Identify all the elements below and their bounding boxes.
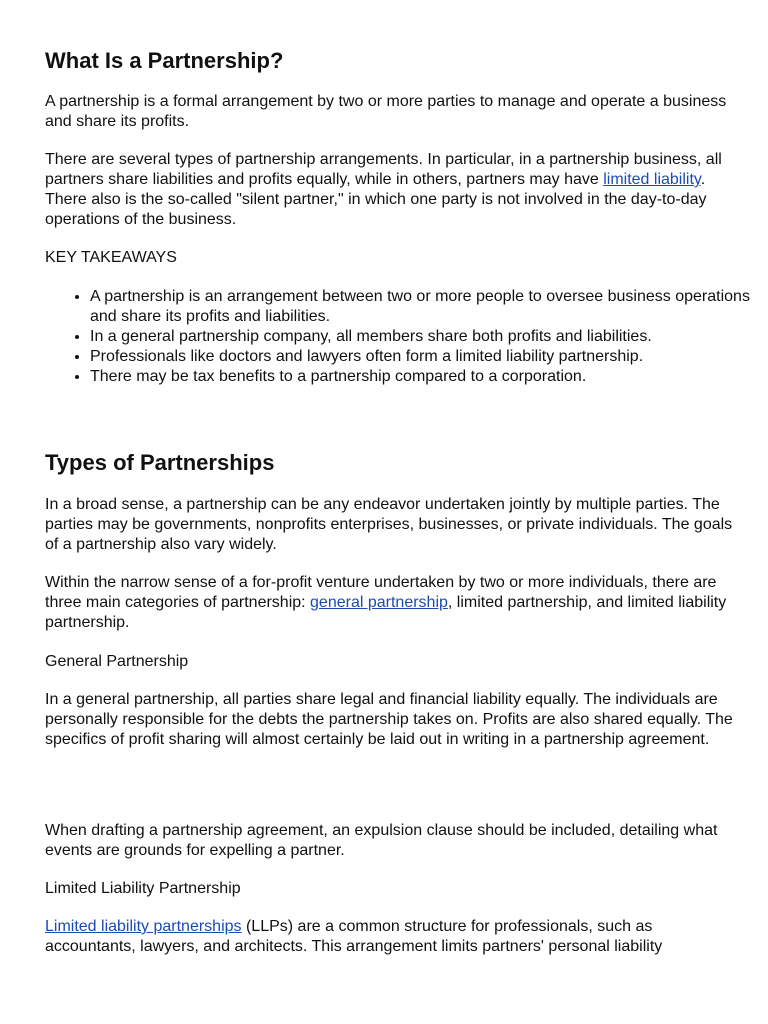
- narrow-sense-paragraph: [45, 573, 735, 633]
- list-item: • A partnership is an arrangement between two or more people to oversee business operations and share its profits and liabilities.: [90, 287, 768, 327]
- general-partnership-paragraph: In a general partnership, all parties share legal and financial liability equally. The individuals are personally responsible for the debts the partnership takes on. Profits are also shared equally. The specifics of profit sharing will almost certainly be laid out in writing in a partnership agreement.: [45, 691, 733, 748]
- takeaways-list: [45, 287, 768, 387]
- types-paragraph: [45, 150, 735, 230]
- heading-types-of-partnerships: Types of Partnerships: [45, 450, 275, 475]
- llp-paragraph: [45, 917, 735, 957]
- key-takeaways-label: KEY TAKEAWAYS: [45, 249, 177, 266]
- list-item: • There may be tax benefits to a partnership compared to a corporation.: [90, 367, 768, 387]
- llp-text-after-link: (LLPs) are a common structure for professionals, such as accountants, lawyers, and architects. This arrangement limits partners' personal liability: [45, 918, 663, 955]
- limited-liability-link[interactable]: limited liability: [603, 171, 701, 188]
- llp-label: Limited Liability Partnership: [45, 880, 241, 897]
- limited-liability-partnerships-link[interactable]: Limited liability partnerships: [45, 918, 242, 935]
- heading-what-is-partnership: What Is a Partnership?: [45, 48, 284, 73]
- narrow-text-before-link: Within the narrow sense of a for-profit venture undertaken by two or more individuals, there are three main categories of partnership:: [45, 574, 717, 611]
- types-text-after-link: . There also is the so-called "silent partner," in which one party is not involved in the day-to-day operations of the business.: [45, 171, 707, 228]
- intro-paragraph: A partnership is a formal arrangement by two or more parties to manage and operate a business and share its profits.: [45, 93, 727, 130]
- general-partnership-link[interactable]: general partnership: [310, 594, 448, 611]
- list-item: • In a general partnership company, all members share both profits and liabilities.: [90, 327, 768, 347]
- types-text-before-link: There are several types of partnership arrangements. In particular, in a partnership business, all partners share liabilities and profits equally, while in others, partners may have: [45, 151, 722, 188]
- expulsion-clause-paragraph: When drafting a partnership agreement, an expulsion clause should be included, detailing what events are grounds for expelling a partner.: [45, 822, 718, 859]
- broad-sense-paragraph: In a broad sense, a partnership can be any endeavor undertaken jointly by multiple parties. The parties may be governments, nonprofits enterprises, businesses, or private individuals. The goals of a partnership also vary widely.: [45, 496, 733, 553]
- list-item: • Professionals like doctors and lawyers often form a limited liability partnership.: [90, 347, 768, 367]
- narrow-text-after-link: , limited partnership, and limited liability partnership.: [45, 594, 727, 631]
- general-partnership-label: General Partnership: [45, 653, 189, 670]
